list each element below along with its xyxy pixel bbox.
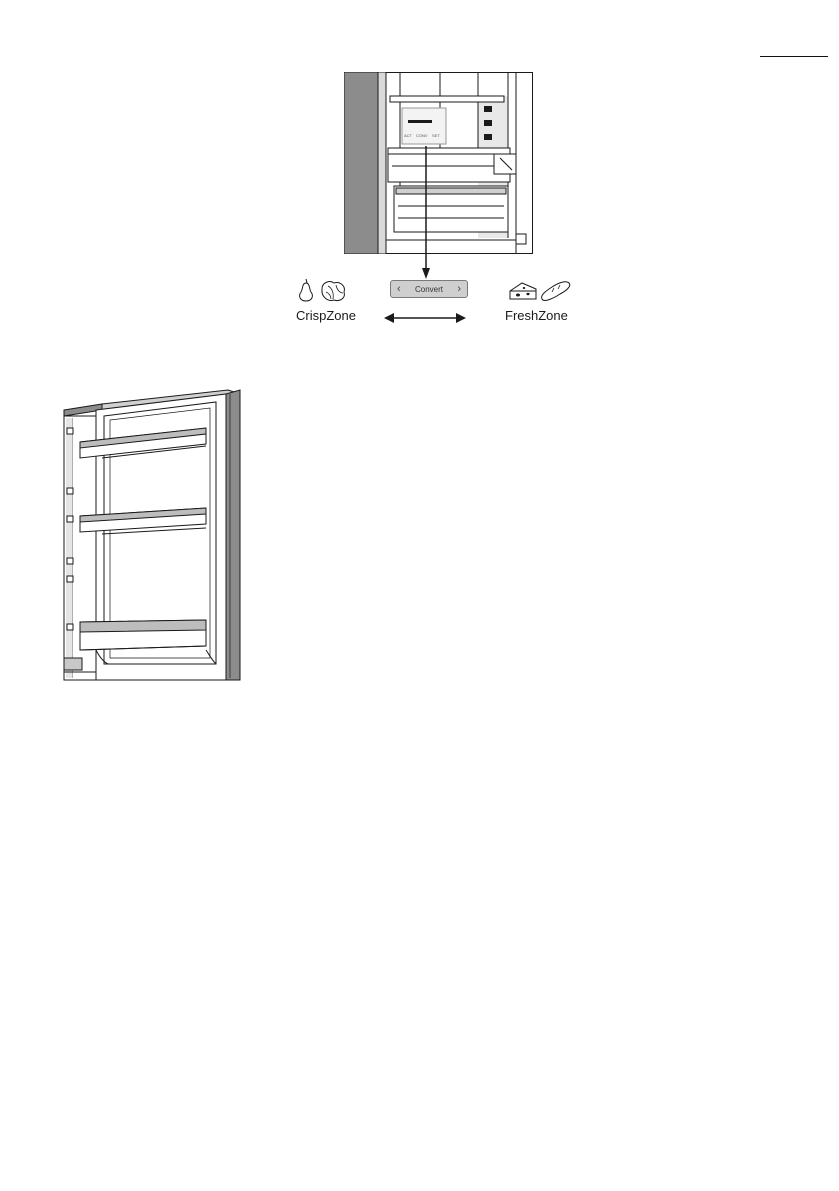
crispzone-icons: [296, 277, 348, 308]
fridge-door-shelves-illustration: [62, 388, 242, 682]
convert-button[interactable]: [390, 280, 468, 298]
pointer-arrow: [422, 146, 430, 280]
chevron-left-icon[interactable]: ‹: [397, 282, 401, 295]
sausage-icon: [542, 282, 570, 301]
double-arrow: [384, 311, 466, 323]
page-corner-rule: [760, 56, 828, 57]
fridge-interior-illustration: [344, 72, 533, 254]
chevron-right-icon[interactable]: ›: [457, 282, 461, 295]
svg-text:CONV: CONV: [416, 133, 428, 138]
svg-text:SET: SET: [432, 133, 440, 138]
crispzone-label: CrispZone: [296, 308, 356, 323]
svg-text:ACT: ACT: [404, 133, 412, 138]
convert-button-label: Convert: [414, 284, 443, 294]
cheese-icon: [510, 283, 536, 299]
cabbage-icon: [322, 282, 344, 301]
freshzone-label: FreshZone: [505, 308, 568, 323]
pear-icon: [300, 279, 313, 301]
freshzone-icons: [508, 279, 572, 308]
